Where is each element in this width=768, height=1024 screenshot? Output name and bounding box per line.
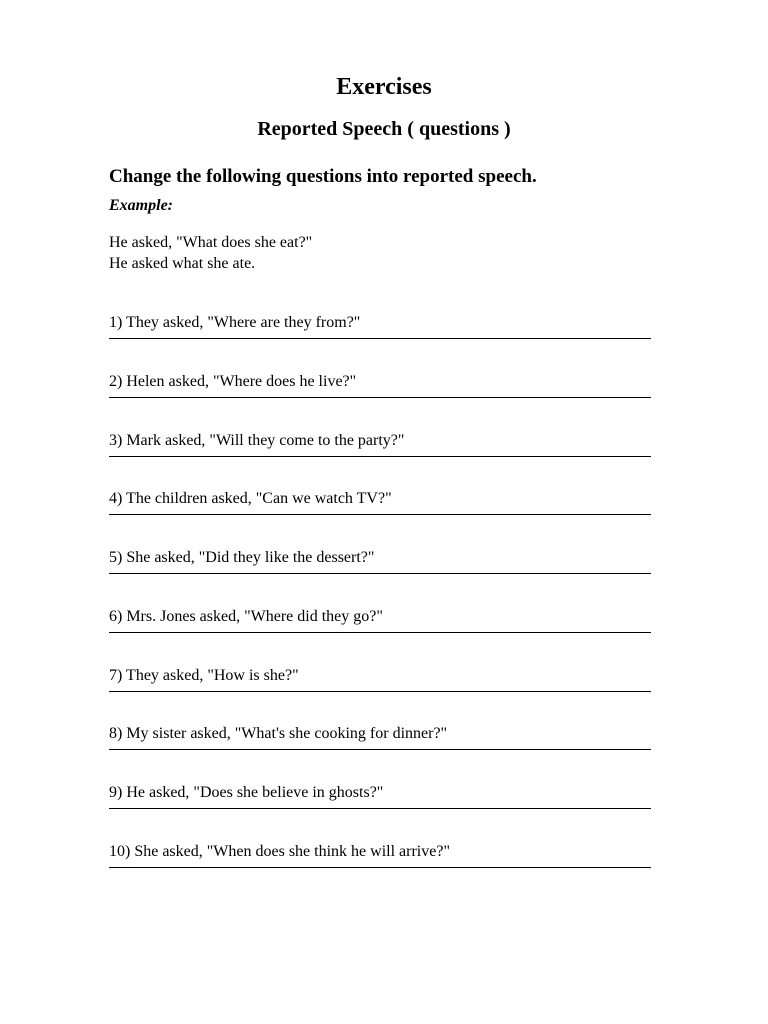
answer-line[interactable]: [109, 338, 651, 339]
answer-line[interactable]: [109, 573, 651, 574]
question-text: 3) Mark asked, "Will they come to the party?": [109, 432, 405, 449]
example-question: He asked, "What does she eat?": [109, 234, 313, 251]
page-title: Exercises: [336, 74, 432, 100]
answer-line[interactable]: [109, 514, 651, 515]
example-label: Example:: [109, 197, 173, 214]
question-text: 2) Helen asked, "Where does he live?": [109, 373, 357, 390]
question-text: 5) She asked, "Did they like the dessert?": [109, 549, 375, 566]
question-text: 10) She asked, "When does she think he will arrive?": [109, 843, 450, 860]
question-text: 1) They asked, "Where are they from?": [109, 314, 361, 331]
answer-line[interactable]: [109, 397, 651, 398]
answer-line[interactable]: [109, 749, 651, 750]
answer-line[interactable]: [109, 808, 651, 809]
question-text: 4) The children asked, "Can we watch TV?": [109, 490, 392, 507]
answer-line[interactable]: [109, 632, 651, 633]
question-item-8: [109, 725, 651, 765]
question-item-9: [109, 784, 651, 824]
answer-line[interactable]: [109, 691, 651, 692]
answer-line[interactable]: [109, 456, 651, 457]
page-subtitle: Reported Speech ( questions ): [257, 118, 511, 140]
example-answer: He asked what she ate.: [109, 255, 256, 272]
question-item-5: [109, 549, 651, 589]
instruction-text: Change the following questions into reported speech.: [109, 166, 537, 187]
question-item-4: [109, 490, 651, 530]
answer-line[interactable]: [109, 867, 651, 868]
question-item-3: [109, 432, 651, 472]
question-text: 6) Mrs. Jones asked, "Where did they go?": [109, 608, 383, 625]
question-text: 8) My sister asked, "What's she cooking for dinner?": [109, 725, 448, 742]
question-text: 9) He asked, "Does she believe in ghosts?": [109, 784, 384, 801]
question-item-7: [109, 667, 651, 707]
question-item-1: [109, 314, 651, 354]
question-item-2: [109, 373, 651, 413]
question-text: 7) They asked, "How is she?": [109, 667, 299, 684]
question-item-10: [109, 843, 651, 883]
question-item-6: [109, 608, 651, 648]
